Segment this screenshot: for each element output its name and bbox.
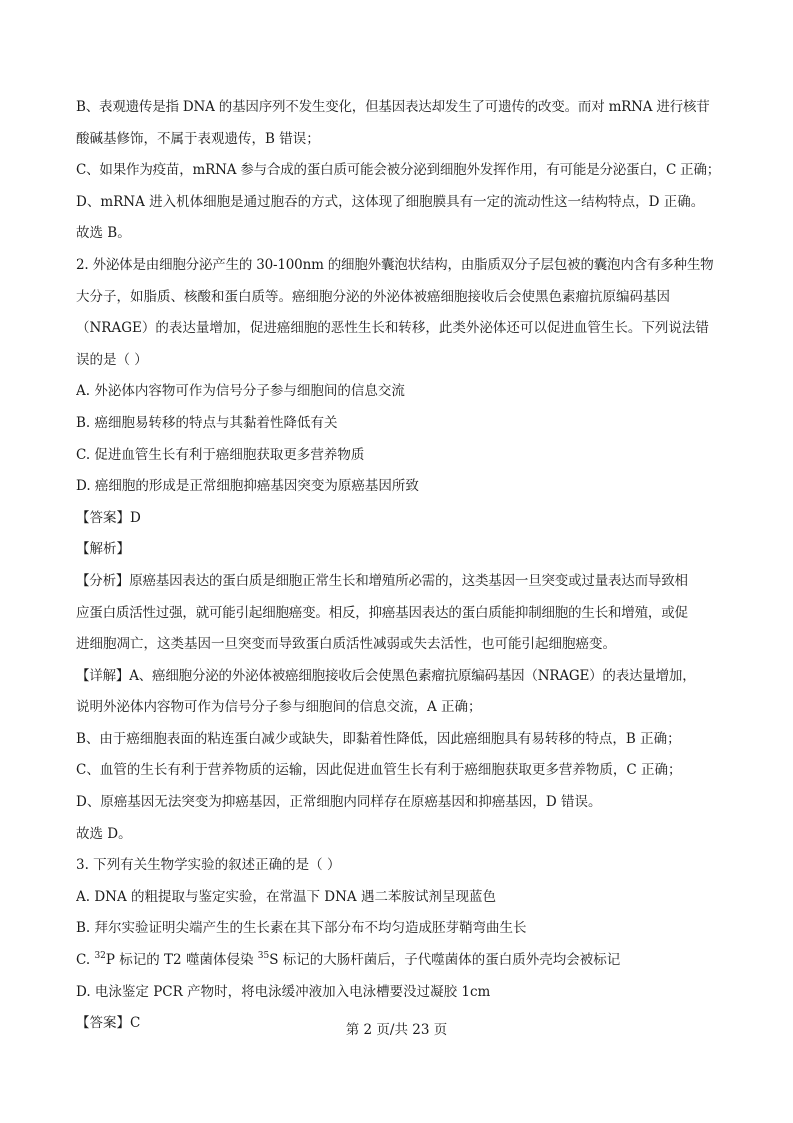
text-line: 进细胞凋亡，这类基因一旦突变而导致蛋白质活性减弱或失去活性，也可能引起细胞癌变。 xyxy=(76,636,616,653)
document-content xyxy=(76,92,726,1040)
question-3-stem: 3. 下列有关生物学实验的叙述正确的是（ ） xyxy=(76,857,341,874)
text-line: C、如果作为疫苗，mRNA 参与合成的蛋白质可能会被分泌到细胞外发挥作用，有可能是分泌蛋白，C 正确； xyxy=(76,162,721,179)
option-a: A. DNA 的粗提取与鉴定实验，在常温下 DNA 遇二苯胺试剂呈现蓝色 xyxy=(76,888,496,905)
option-c-text-2: S 标记的大肠杆菌后，子代噬菌体的蛋白质外壳均会被标记 xyxy=(269,952,621,969)
text-line: 【详解】A、癌细胞分泌的外泌体被癌细胞接收后会使黑色素瘤抗原编码基因（NRAGE）的表达量增加， xyxy=(76,667,696,684)
option-c-prefix: C. xyxy=(76,952,95,969)
text-line: 说明外泌体内容物可作为信号分子参与细胞间的信息交流，A 正确； xyxy=(76,699,482,716)
text-line: 【分析】原癌基因表达的蛋白质是细胞正常生长和增殖所必需的，这类基因一旦突变或过量表达而导致相 xyxy=(76,572,688,589)
option-d: D. 癌细胞的形成是正常细胞抑癌基因突变为原癌基因所致 xyxy=(76,478,419,495)
option-c: C. 促进血管生长有利于癌细胞获取更多营养物质 xyxy=(76,446,365,463)
isotope-mass-35: 35 xyxy=(257,950,270,961)
text-line: D、mRNA 进入机体细胞是通过胞吞的方式，这体现了细胞膜具有一定的流动性这一结构特点，D 正确。 xyxy=(76,193,705,210)
page-footer: 第 2 页/共 23 页 xyxy=(345,1022,448,1038)
answer-label: 【答案】D xyxy=(76,509,141,526)
option-c xyxy=(76,945,726,977)
analysis-label: 【解析】 xyxy=(76,541,130,558)
text-line: 误的是（ ） xyxy=(76,351,148,368)
text-line: B、由于癌细胞表面的粘连蛋白减少或缺失，即黏着性降低，因此癌细胞具有易转移的特点，B 正确； xyxy=(76,730,681,747)
text-line: （NRAGE）的表达量增加，促进癌细胞的恶性生长和转移，此类外泌体还可以促进血管生长。下列说法错 xyxy=(76,320,709,337)
option-c-text-1: P 标记的 T2 噬菌体侵染 xyxy=(105,952,258,969)
question-2-stem: 2. 外泌体是由细胞分泌产生的 30-100nm 的细胞外囊泡状结构，由脂质双分子层包被的囊泡内含有多种生物 xyxy=(76,256,714,273)
text-line: 大分子，如脂质、核酸和蛋白质等。癌细胞分泌的外泌体被癌细胞接收后会使黑色素瘤抗原编码基因 xyxy=(76,288,670,305)
text-line: C、血管的生长有利于营养物质的运输，因此促进血管生长有利于癌细胞获取更多营养物质，C 正确； xyxy=(76,762,682,779)
text-line: 应蛋白质活性过强，就可能引起细胞癌变。相反，抑癌基因表达的蛋白质能抑制细胞的生长和增殖，或促 xyxy=(76,604,688,621)
isotope-mass-32: 32 xyxy=(94,950,106,961)
answer-label: 【答案】C xyxy=(76,1015,141,1032)
text-line: 酸碱基修饰，不属于表观遗传，B 错误； xyxy=(76,130,320,147)
text-line: 故选 D。 xyxy=(76,825,132,842)
option-d: D. 电泳鉴定 PCR 产物时，将电泳缓冲液加入电泳槽要没过凝胶 1cm xyxy=(76,983,491,1000)
text-line: B、表观遗传是指 DNA 的基因序列不发生变化，但基因表达却发生了可遗传的改变。而对 mRNA 进行核苷 xyxy=(76,99,710,115)
option-a: A. 外泌体内容物可作为信号分子参与细胞间的信息交流 xyxy=(76,383,405,400)
text-line: D、原癌基因无法突变为抑癌基因，正常细胞内同样存在原癌基因和抑癌基因，D 错误。 xyxy=(76,794,602,811)
text-line: 故选 B。 xyxy=(76,225,131,242)
option-b: B. 拜尔实验证明尖端产生的生长素在其下部分布不均匀造成胚芽鞘弯曲生长 xyxy=(76,920,527,937)
option-b: B. 癌细胞易转移的特点与其黏着性降低有关 xyxy=(76,414,338,431)
